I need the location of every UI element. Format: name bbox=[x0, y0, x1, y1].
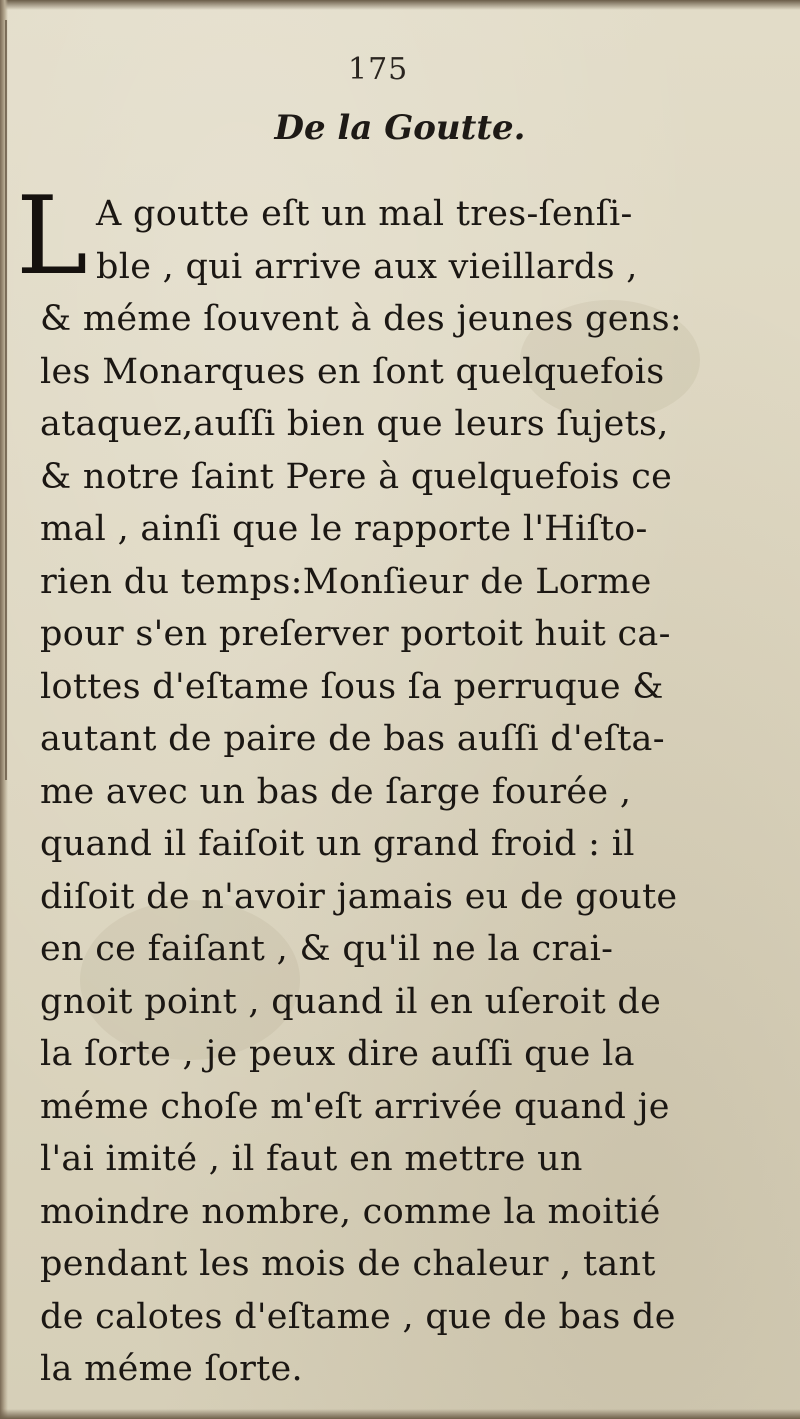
text-line: les Monarques en ſont quelquefois bbox=[40, 351, 665, 392]
text-line: méme choſe m'eſt arrivée quand je bbox=[40, 1086, 670, 1127]
text-line: autant de paire de bas auſſi d'eſta- bbox=[40, 719, 665, 759]
text-line: diſoit de n'avoir jamais eu de goute bbox=[40, 876, 678, 917]
text-line: & méme ſouvent à des jeunes gens: bbox=[40, 299, 682, 339]
page-number: 175 bbox=[348, 52, 409, 87]
text-line: quand il faiſoit un grand froid : il bbox=[40, 824, 635, 864]
text-line: lottes d'eſtame ſous ſa perruque & bbox=[40, 666, 664, 707]
text-line: la méme ſorte. bbox=[40, 1349, 303, 1389]
text-line: gnoit point , quand il en uſeroit de bbox=[40, 981, 662, 1022]
text-line: pendant les mois de chaleur , tant bbox=[40, 1244, 656, 1284]
page-bottom-edge bbox=[0, 1409, 800, 1419]
text-line: mal , ainſi que le rapporte l'Hiſto- bbox=[40, 509, 648, 549]
text-line: rien du temps:Monſieur de Lorme bbox=[40, 561, 652, 602]
text-line: pour s'en preſerver portoit huit ca- bbox=[40, 614, 671, 654]
drop-cap: L bbox=[16, 174, 88, 299]
page-top-edge bbox=[0, 0, 800, 10]
body-text bbox=[40, 188, 730, 1396]
text-line: de calotes d'eſtame , que de bas de bbox=[40, 1296, 676, 1337]
text-line: en ce faiſant , & qu'il ne la crai- bbox=[40, 929, 614, 969]
text-line: la ſorte , je peux dire auſſi que la bbox=[40, 1034, 635, 1074]
text-line: ble , qui arrive aux vieillards , bbox=[96, 246, 638, 287]
chapter-title: De la Goutte. bbox=[274, 108, 526, 148]
text-line: me avec un bas de ſarge fourée , bbox=[40, 771, 632, 812]
text-line: moindre nombre, comme la moitié bbox=[40, 1191, 661, 1232]
binding-rule bbox=[5, 20, 7, 780]
text-line: ataquez,auſſi bien que leurs ſujets, bbox=[40, 404, 669, 444]
text-line: A goutte eſt un mal tres-ſenſi- bbox=[96, 194, 633, 234]
text-line: l'ai imité , il faut en mettre un bbox=[40, 1139, 583, 1179]
text-line: & notre ſaint Pere à quelquefois ce bbox=[40, 456, 673, 497]
